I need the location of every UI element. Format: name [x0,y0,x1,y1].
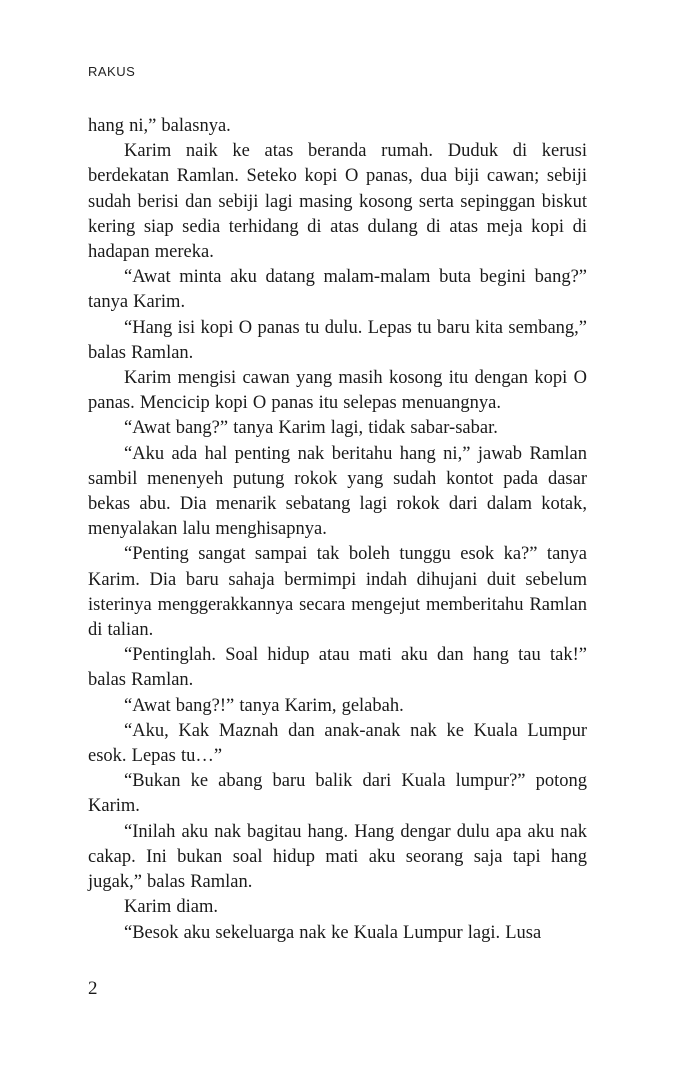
paragraph-14: Karim diam. [124,897,219,918]
paragraph-5: Karim mengisi cawan yang masih kosong itu dengan kopi O panas. Mencicip kopi O panas itu selepas menuangnya. [88,368,587,414]
paragraph-13: “Inilah aku nak bagitau hang. Hang dengar dulu apa aku nak cakap. Ini bukan soal hidup mati aku seorang saja tapi hang jugak,” balas Ramlan. [88,821,587,893]
paragraph-15: “Besok aku sekeluarga nak ke Kuala Lumpur lagi. Lusa [124,922,542,943]
running-head: RAKUS [88,64,136,79]
paragraph-6: “Awat bang?” tanya Karim lagi, tidak sabar-sabar. [124,418,498,439]
paragraph-10: “Awat bang?!” tanya Karim, gelabah. [124,695,404,716]
paragraph-4: “Hang isi kopi O panas tu dulu. Lepas tu baru kita sembang,” balas Ramlan. [88,317,587,363]
paragraph-9: “Pentinglah. Soal hidup atau mati aku dan hang tau tak!” balas Ramlan. [88,645,587,691]
paragraph-8: “Penting sangat sampai tak boleh tunggu esok ka?” tanya Karim. Dia baru sahaja bermimpi indah dihujani duit sebelum isterinya menggerakkannya secara mengejut memberitahu Ramlan di talian. [88,544,587,641]
paragraph-11: “Aku, Kak Maznah dan anak-anak nak ke Kuala Lumpur esok. Lepas tu…” [88,720,587,767]
paragraph-12: “Bukan ke abang baru balik dari Kuala lumpur?” potong Karim. [88,771,587,817]
body-text [88,114,587,946]
paragraph-7: “Aku ada hal penting nak beritahu hang ni,” jawab Ramlan sambil menenyeh putung rokok yang sudah kontot pada dasar bekas abu. Dia menarik sebatang lagi rokok dari dalam kotak, menyalakan lalu menghisapnya. [88,443,587,540]
paragraph-3: “Awat minta aku datang malam-malam buta begini bang?” tanya Karim. [88,267,587,313]
paragraph-2: Karim naik ke atas beranda rumah. Duduk di kerusi berdekatan Ramlan. Seteko kopi O panas, dua biji cawan; sebiji sudah berisi dan sebiji lagi masing kosong serta sepinggan biskut kering siap sedia terhidang di atas dulang di atas meja kopi di hadapan mereka. [88,141,587,263]
paragraph-1: hang ni,” balasnya. [88,116,231,136]
page-number: 2 [88,978,98,999]
